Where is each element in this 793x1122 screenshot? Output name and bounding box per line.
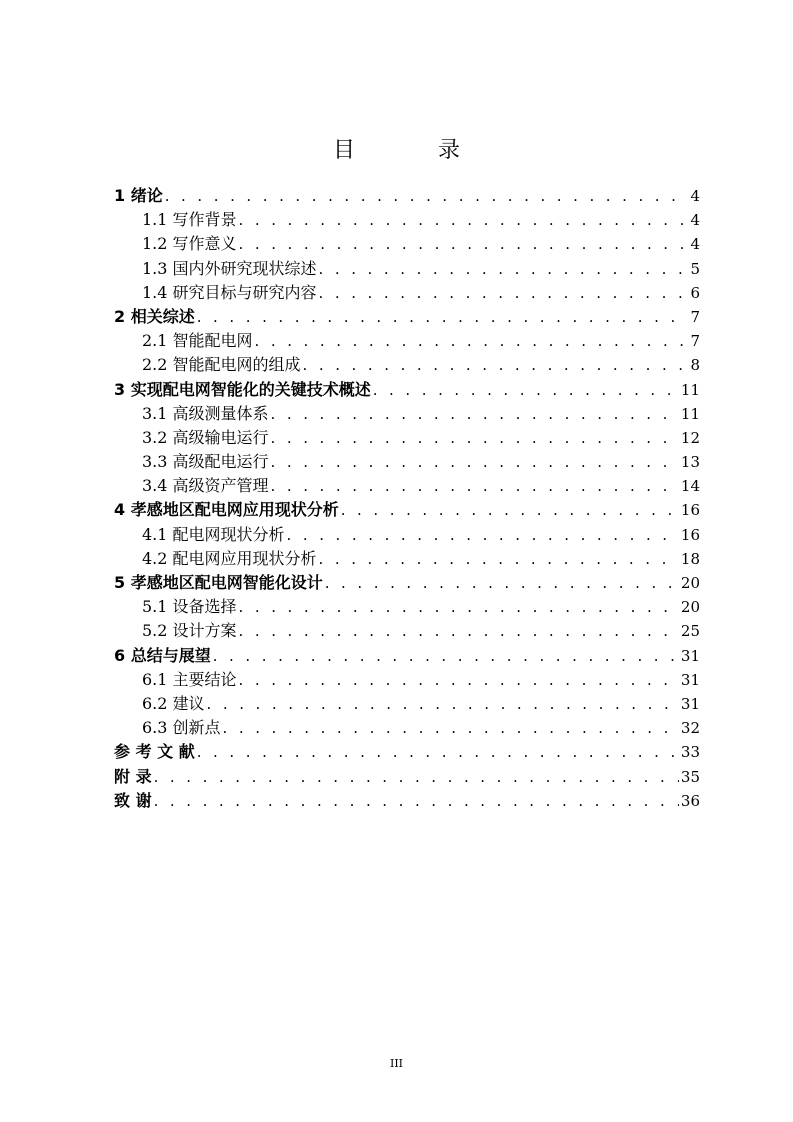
dot-leader [319,257,689,281]
dot-leader [239,668,679,692]
toc-page-number: 7 [690,307,700,326]
toc-entry-label: 6.2 建议 [142,693,205,713]
dot-leader [239,619,679,643]
toc-page-number: 18 [680,549,700,568]
toc-entry-label: 3.1 高级测量体系 [142,403,269,423]
page-number-footer: III [389,1057,404,1070]
toc-entry-label: 附 录 [114,766,152,786]
toc-entry-label: 3 实现配电网智能化的关键技术概述 [114,379,371,399]
toc-page-number: 25 [680,622,700,641]
toc-entry-acknowledgements[interactable] [114,789,700,813]
table-of-contents [114,184,700,813]
toc-page-number: 33 [680,743,700,762]
dot-leader [154,765,679,789]
toc-page-number: 5 [690,259,700,278]
toc-entry-3-2[interactable] [114,426,700,450]
toc-page-number: 7 [690,332,700,351]
toc-page-number: 20 [680,574,700,592]
toc-entry-5-2[interactable] [114,619,700,643]
toc-entry-1-3[interactable] [114,257,700,281]
toc-page-number: 8 [690,356,700,375]
dot-leader [223,716,679,740]
dot-leader [197,740,679,764]
toc-page-number: 31 [680,670,700,689]
toc-entry-label: 1.2 写作意义 [142,234,237,254]
toc-entry-label: 5.1 设备选择 [142,597,237,617]
toc-entry-1-2[interactable] [114,232,700,256]
dot-leader [255,329,689,353]
toc-entry-label: 1.1 写作背景 [142,210,237,230]
dot-leader [341,498,679,522]
toc-entry-label: 4 孝感地区配电网应用现状分析 [114,500,339,520]
toc-page-number: 32 [680,719,700,738]
toc-page-number: 11 [680,404,700,423]
toc-page-number: 36 [680,791,700,810]
dot-leader [271,450,679,474]
toc-page-number: 31 [680,646,700,665]
dot-leader [319,281,689,305]
toc-page-number: 35 [680,767,700,786]
dot-leader [271,474,679,498]
dot-leader [303,353,689,377]
toc-entry-3-1[interactable] [114,402,700,426]
page-title: 目 录 [333,138,498,163]
dot-leader [271,402,679,426]
toc-entry-4-1[interactable] [114,523,700,547]
toc-entry-appendix[interactable] [114,765,700,789]
dot-leader [239,232,689,256]
dot-leader [287,523,679,547]
toc-entry-ch1[interactable] [114,184,700,208]
toc-entry-4-2[interactable] [114,547,700,571]
dot-leader [165,184,689,208]
toc-entry-1-1[interactable] [114,208,700,232]
toc-entry-label: 5.2 设计方案 [142,621,237,641]
toc-entry-label: 6.1 主要结论 [142,669,237,689]
toc-entry-ch5[interactable] [114,571,700,595]
toc-entry-label: 3.4 高级资产管理 [142,476,269,496]
toc-page-number: 4 [690,187,700,205]
dot-leader [325,571,679,595]
toc-entry-references[interactable] [114,740,700,764]
toc-entry-label: 参 考 文 献 [114,742,195,762]
dot-leader [239,208,689,232]
toc-entry-2-1[interactable] [114,329,700,353]
toc-page-number: 16 [680,525,700,544]
toc-entry-label: 2.2 智能配电网的组成 [142,355,301,375]
toc-entry-label: 1.3 国内外研究现状综述 [142,258,317,278]
dot-leader [319,547,679,571]
toc-page-number: 16 [680,501,700,520]
toc-entry-5-1[interactable] [114,595,700,619]
toc-page-number: 13 [680,453,700,472]
dot-leader [271,426,679,450]
toc-entry-ch6[interactable] [114,644,700,668]
toc-page-number: 14 [680,477,700,496]
toc-entry-label: 3.3 高级配电运行 [142,452,269,472]
dot-leader [373,378,679,402]
dot-leader [239,595,679,619]
toc-entry-ch2[interactable] [114,305,700,329]
toc-entry-3-3[interactable] [114,450,700,474]
toc-entry-label: 2.1 智能配电网 [142,331,253,351]
toc-entry-6-2[interactable] [114,692,700,716]
toc-page-number: 4 [690,235,700,254]
toc-entry-label: 1 绪论 [114,186,163,205]
toc-entry-6-1[interactable] [114,668,700,692]
toc-entry-label: 5 孝感地区配电网智能化设计 [114,573,323,592]
toc-entry-label: 4.2 配电网应用现状分析 [142,548,317,568]
toc-entry-ch4[interactable] [114,498,700,522]
toc-page-number: 6 [690,283,700,302]
toc-entry-ch3[interactable] [114,378,700,402]
toc-page-number: 31 [680,694,700,713]
toc-entry-label: 6 总结与展望 [114,645,211,665]
toc-entry-label: 2 相关综述 [114,306,195,326]
toc-entry-label: 3.2 高级输电运行 [142,427,269,447]
toc-entry-2-2[interactable] [114,353,700,377]
toc-entry-label: 致 谢 [114,790,152,810]
toc-page-number: 20 [680,598,700,617]
toc-page-number: 11 [680,380,700,399]
toc-entry-1-4[interactable] [114,281,700,305]
dot-leader [197,305,689,329]
toc-entry-label: 1.4 研究目标与研究内容 [142,282,317,302]
dot-leader [154,789,679,813]
toc-entry-6-3[interactable] [114,716,700,740]
toc-entry-label: 4.1 配电网现状分析 [142,524,285,544]
toc-entry-label: 6.3 创新点 [142,718,221,738]
toc-page-number: 12 [680,428,700,447]
dot-leader [213,644,679,668]
toc-page-number: 4 [690,211,700,230]
dot-leader [207,692,679,716]
toc-entry-3-4[interactable] [114,474,700,498]
